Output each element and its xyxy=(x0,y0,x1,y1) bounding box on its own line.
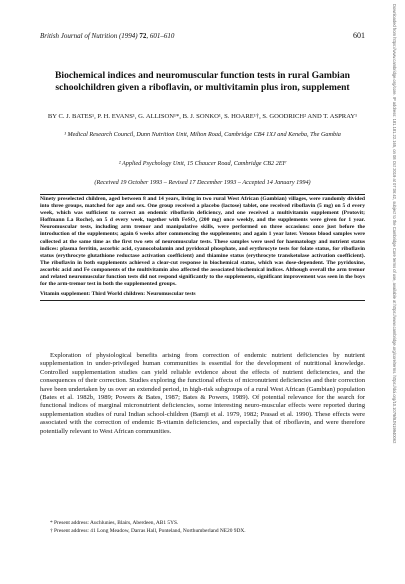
body-paragraph: Exploration of physiological benefits arising from correction of endemic nutrient deficiencies by nutrient supplementation in under-privileged human communities is essential for the development of nutritional knowledge. Controlled supplementation studies can yield reliable evidence about the effects of nutrient deficiencies, and the consequences of their correction. Studies exploring the functional effects of micronutrient deficiencies and their correction have been undertaken by us over an extended period, in high-risk subgroups of a rural West African (Gambian) population (Bates et al. 1982b, 1989; Powers & Bates, 1987; Bates & Powers, 1989). Of potential relevance for the search for functional indices of marginal micronutrient deficiencies, some interesting neuro-muscular effects were reported during supplementation studies of rural Indian school-children (Bamji et al. 1979, 1982; Prasad et al. 1990). These effects were associated with the correction of endemic B-vitamin deficiencies, and especially that of riboflavin, and were therefore potentially relevant to West African communities. xyxy=(40,352,365,435)
article-title: Biochemical indices and neuromuscular function tests in rural Gambian schoolchildren given a riboflavin, or multivitamin plus iron, supplement xyxy=(55,70,350,93)
download-watermark xyxy=(392,0,402,584)
journal-name: British Journal of Nutrition (1994) xyxy=(40,32,138,40)
journal-pages: , 601–610 xyxy=(146,32,175,40)
keywords: Vitamin supplement: Third World children: Neuromuscular tests xyxy=(40,291,196,297)
affiliation-2: ² Applied Psychology Unit, 15 Chaucer Road, Cambridge CB2 2EF xyxy=(118,160,287,167)
affiliation-1: ¹ Medical Research Council, Dunn Nutrition Unit, Milton Road, Cambridge CB4 1XJ and Keneba, The Gambia xyxy=(64,131,341,138)
journal-citation xyxy=(40,30,174,42)
abstract-top-rule xyxy=(40,194,365,195)
download-notice: Downloaded from https://www.cambridge.org/core. IP address: 181.181.22.165, on 08 Oct 2019 at 07:06:42, subject to the Cambridge Core terms of use, available at https://www.cambridge.org/core/terms. https://doi.org/10.1079/BJN19940062 xyxy=(392,4,397,444)
author-list: BY C. J. BATES¹, P. H. EVANS¹, G. ALLISON¹*, B. J. SONKO¹, S. HOARE¹†, S. GOODRICH² AND T. ASPRAY¹ xyxy=(47,113,358,120)
running-head xyxy=(40,30,365,42)
page-number: 601 xyxy=(353,31,365,40)
footnotes xyxy=(50,520,365,535)
abstract: Ninety preselected children, aged between 8 and 14 years, living in two rural West African (Gambian) villages, were randomly divided into three groups, matched for age and sex. One group received a placebo (lactose) tablet, one received riboflavin (5 mg) on 5 d every week, which was sufficient to correct an endemic riboflavin deficiency, and one received a multivitamin supplement (Protovit; Hoffmann La Roche), on 5 d every week, together with FeSO₄ (200 mg) once weekly, and the supplements were given for 1 year. Neuromuscular tests, including arm tremor and manipulative skills, were performed on three occasions: once just before the introduction of the supplements; again 6 weeks after commencing the supplements; and again 1 year later. Venous blood samples were collected at the same time as the first two sets of neuromuscular tests. These samples were used for haematology and nutrient status indices: plasma ferritin, ascorbic acid, cyanocobalamin and pyridoxal phosphate, and erythrocyte tests for folate status, for riboflavin status (erythrocyte glutathione reductase activation coefficient) and thiamine status (erythrocyte transketolase activation coefficient). The riboflavin in both supplements achieved a clear-cut response in biochemical status, which was dose-dependent. The pyridoxine, ascorbic acid and Fe components of the multivitamin also affected the associated biochemical indices. Although overall the arm tremor and related neuromuscular function tests did not respond significantly to the supplements, significant improvement was seen in the boys for the arm-tremor test in both the supplemented groups. xyxy=(40,196,365,288)
journal-volume: 72 xyxy=(139,32,147,40)
footnote-2: † Present address: 41 Long Meadow, Darras Hall, Ponteland, Northumberland NE20 9DX. xyxy=(50,527,246,534)
footnote-1: * Present address: Auchlunies, Blairs, Aberdeen, AB1 5YS. xyxy=(50,520,179,526)
received-dates: (Received 19 October 1993 – Revised 17 December 1993 – Accepted 14 January 1994) xyxy=(94,179,311,186)
abstract-bottom-rule xyxy=(40,300,365,301)
